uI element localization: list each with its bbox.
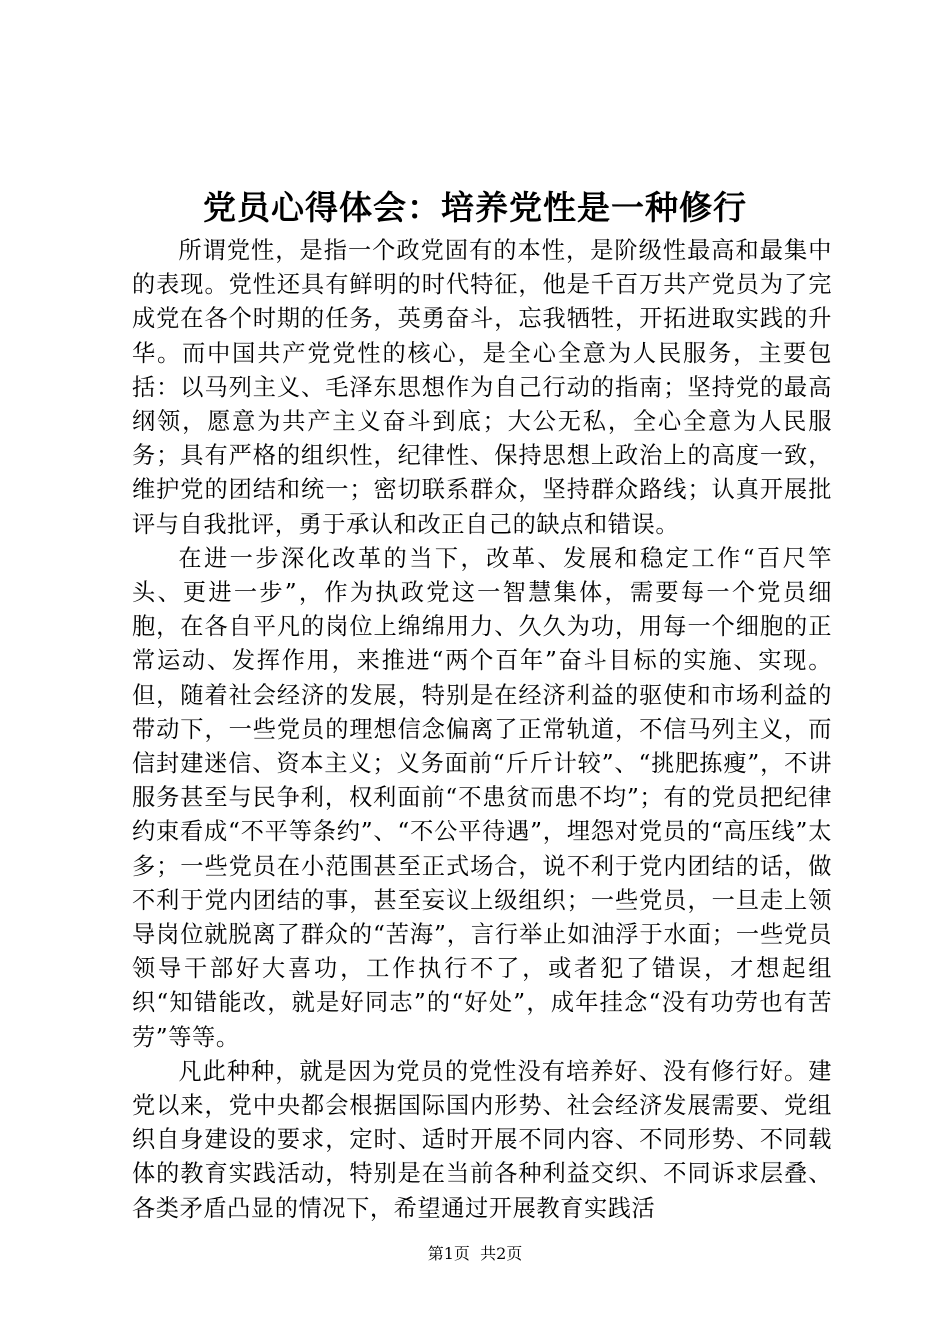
paragraph-2: 在进一步深化改革的当下，改革、发展和稳定工作“百尺竿头、更进一步”，作为执政党这一智慧集体，需要每一个党员细胞，在各自平凡的岗位上绵绵用力、久久为功，用每一个细胞的正常运动、发挥作用，来推进“两个百年”奋斗目标的实施、实现。但，随着社会经济的发展，特别是在经济利益的驱使和市场利益的带动下，一些党员的理想信念偏离了正常轨道，不信马列主义，而信封建迷信、资本主义；义务面前“斤斤计较”、“挑肥拣瘦”，不讲服务甚至与民争利，权利面前“不患贫而患不均”；有的党员把纪律约束看成“不平等条约”、“不公平待遇”，埋怨对党员的“高压线”太多；一些党员在小范围甚至正式场合，说不利于党内团结的话，做不利于党内团结的事，甚至妄议上级组织；一些党员，一旦走上领导岗位就脱离了群众的“苦海”，言行举止如油浮于水面；一些党员领导干部好大喜功，工作执行不了，或者犯了错误，才想起组织“知错能改，就是好同志”的“好处”，成年挂念“没有功劳也有苦劳”等等。 xyxy=(132,544,832,1051)
document-title: 党员心得体会：培养党性是一种修行 xyxy=(203,188,747,227)
page-number: 第1页 xyxy=(427,1244,470,1263)
paragraph-3: 凡此种种，就是因为党员的党性没有培养好、没有修行好。建党以来，党中央都会根据国际国内形势、社会经济发展需要、党组织自身建设的要求，定时、适时开展不同内容、不同形势、不同载体的教育实践活动，特别是在当前各种利益交织、不同诉求层叠、各类矛盾凸显的情况下，希望通过开展教育实践活 xyxy=(132,1057,832,1222)
page-footer xyxy=(0,1242,950,1266)
document-body xyxy=(132,234,832,1226)
paragraph-1: 所谓党性，是指一个政党固有的本性，是阶级性最高和最集中的表现。党性还具有鲜明的时代特征，他是千百万共产党员为了完成党在各个时期的任务，英勇奋斗，忘我牺牲，开拓进取实践的升华。而中国共产党党性的核心，是全心全意为人民服务，主要包括：以马列主义、毛泽东思想作为自己行动的指南；坚持党的最高纲领，愿意为共产主义奋斗到底；大公无私，全心全意为人民服务；具有严格的组织性，纪律性、保持思想上政治上的高度一致，维护党的团结和统一；密切联系群众，坚持群众路线；认真开展批评与自我批评，勇于承认和改正自己的缺点和错误。 xyxy=(132,237,832,538)
page-total: 共2页 xyxy=(480,1244,523,1263)
